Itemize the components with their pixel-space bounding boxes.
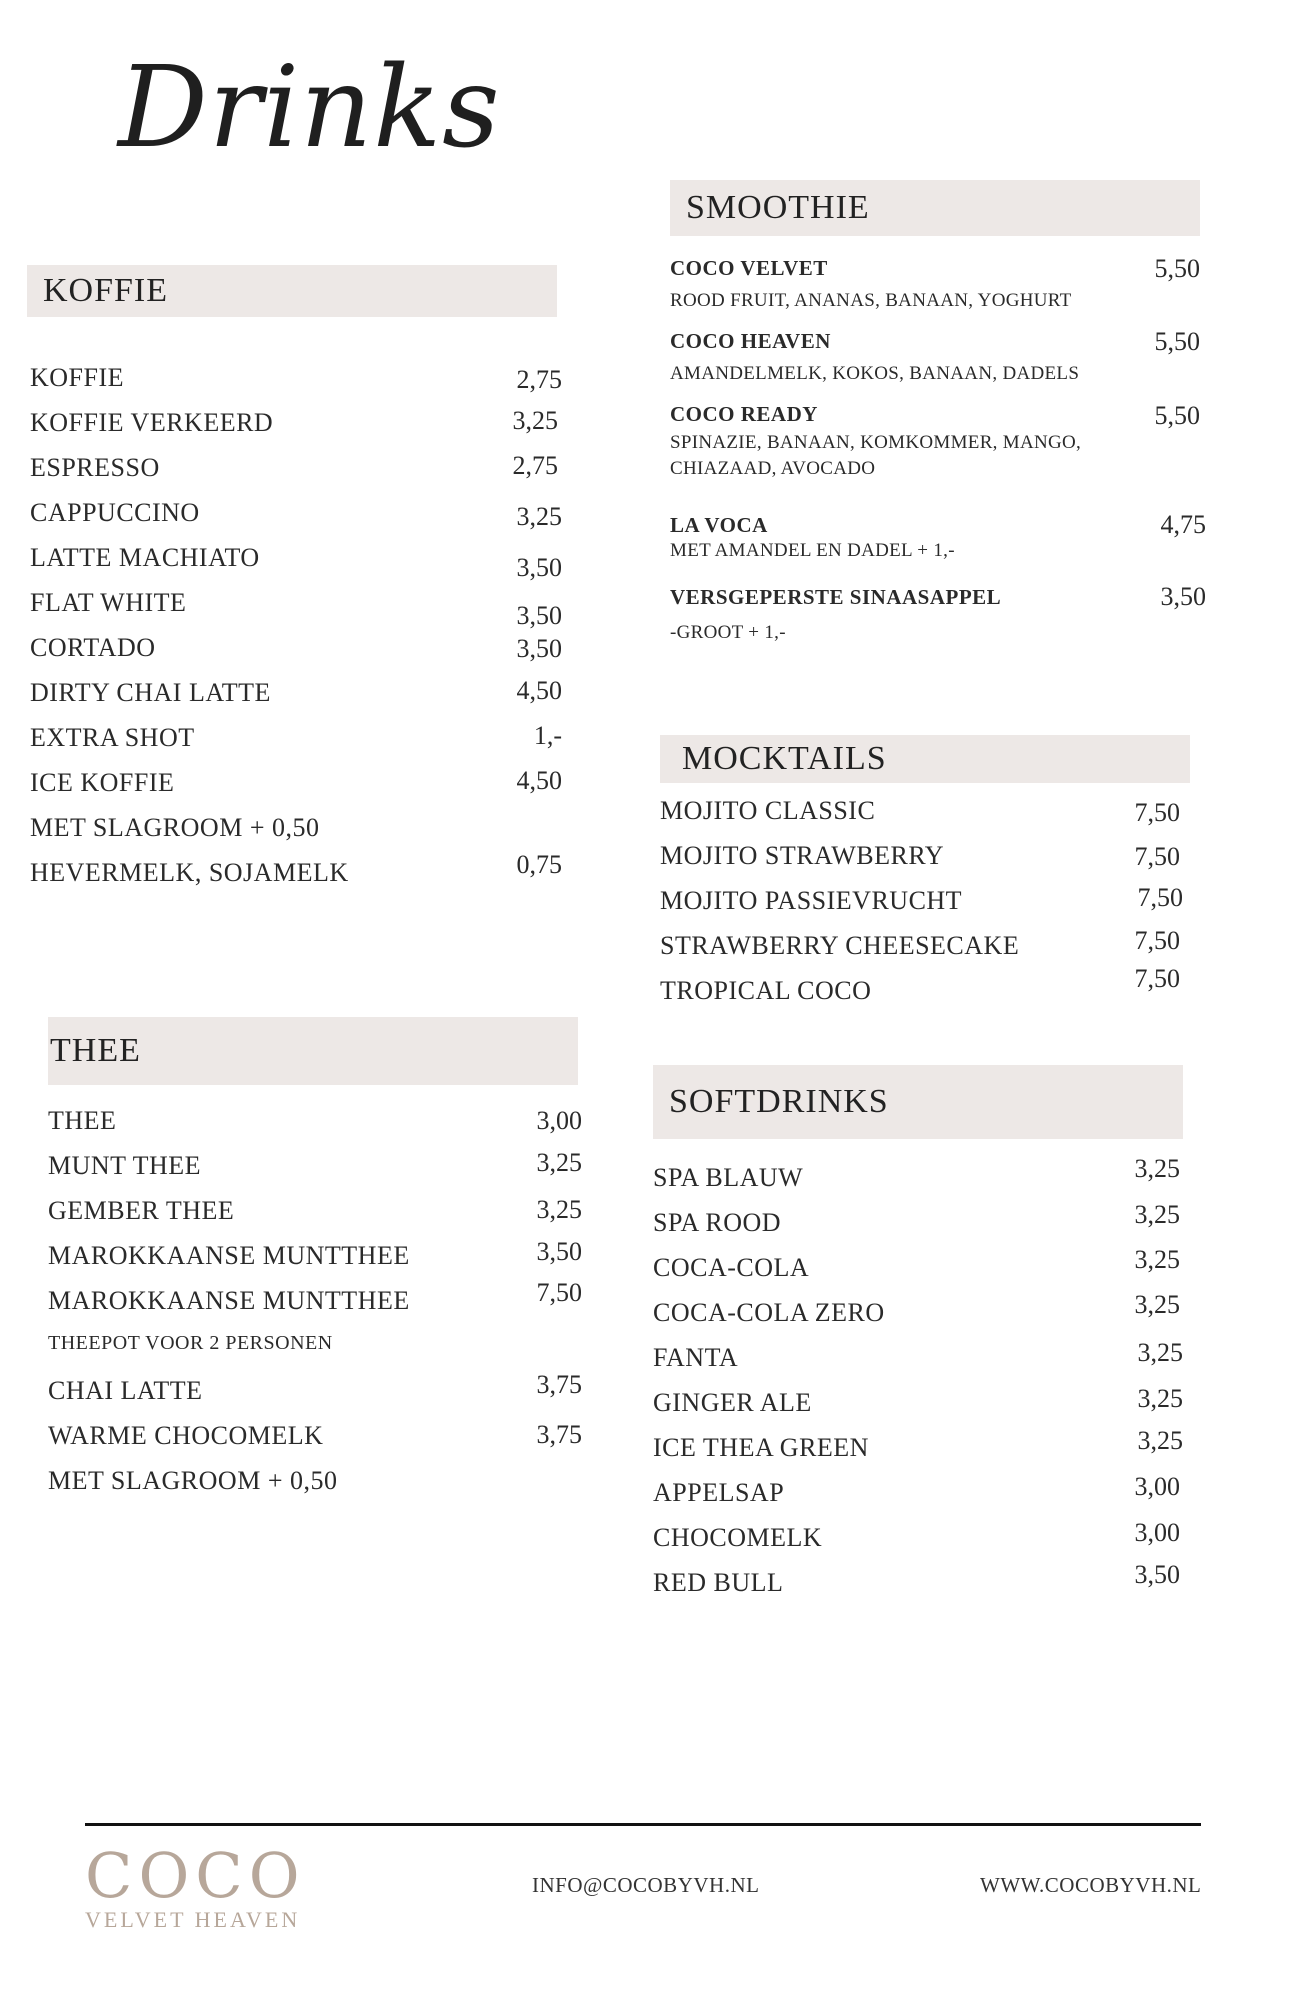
thee-item-name: GEMBER THEE xyxy=(48,1196,235,1225)
smoothie-item-price: 5,50 xyxy=(1154,254,1200,283)
thee-item-price: 3,00 xyxy=(536,1106,582,1135)
footer-divider xyxy=(85,1823,1201,1826)
thee-item-price: 3,25 xyxy=(536,1195,582,1224)
mocktail-item-price: 7,50 xyxy=(1137,883,1183,912)
koffie-item-price: 0,75 xyxy=(516,850,562,879)
smoothie-item-name: LA VOCA xyxy=(670,513,768,537)
thee-heading xyxy=(48,1017,578,1085)
smoothie-item-price: 5,50 xyxy=(1154,327,1200,356)
smoothie-item-desc: CHIAZAAD, AVOCADO xyxy=(670,458,876,479)
website-link[interactable]: WWW.COCOBYVH.NL xyxy=(980,1873,1202,1897)
smoothie-item-price: 5,50 xyxy=(1154,401,1200,430)
koffie-item-price: 2,75 xyxy=(516,365,562,394)
koffie-item-name: MET SLAGROOM + 0,50 xyxy=(30,813,320,842)
koffie-item-price: 3,25 xyxy=(516,502,562,531)
smoothie-item-name: COCO READY xyxy=(670,402,818,426)
mocktail-item-price: 7,50 xyxy=(1134,798,1180,827)
mocktails-heading-text: MOCKTAILS xyxy=(682,740,887,777)
koffie-item-price: 1,- xyxy=(533,721,562,750)
softdrink-item-price: 3,00 xyxy=(1134,1518,1180,1547)
mocktail-item-name: TROPICAL COCO xyxy=(660,976,872,1005)
mocktail-item-name: MOJITO CLASSIC xyxy=(660,796,876,825)
koffie-item-price: 3,25 xyxy=(512,406,558,435)
koffie-heading xyxy=(27,265,557,317)
koffie-item-price: 4,50 xyxy=(516,766,562,795)
koffie-item-name: HEVERMELK, SOJAMELK xyxy=(30,858,349,887)
smoothie-heading xyxy=(670,180,1200,236)
logo-wordmark: COCO xyxy=(85,1839,306,1912)
softdrink-item-name: SPA BLAUW xyxy=(653,1163,804,1192)
mocktail-item-price: 7,50 xyxy=(1134,926,1180,955)
smoothie-item-desc: ROOD FRUIT, ANANAS, BANAAN, YOGHURT xyxy=(670,290,1072,311)
page-title: Drinks xyxy=(118,43,501,173)
koffie-item-name: ICE KOFFIE xyxy=(30,768,175,797)
softdrink-item-name: RED BULL xyxy=(653,1568,784,1597)
mocktails-heading xyxy=(660,735,1190,783)
softdrink-item-name: COCA-COLA xyxy=(653,1253,810,1282)
softdrink-item-name: ICE THEA GREEN xyxy=(653,1433,869,1462)
softdrink-item-price: 3,50 xyxy=(1134,1560,1180,1589)
thee-item-price: 3,25 xyxy=(536,1148,582,1177)
softdrinks-heading-text: SOFTDRINKS xyxy=(669,1083,889,1120)
mocktail-item-name: STRAWBERRY CHEESECAKE xyxy=(660,931,1020,960)
thee-item-price: 3,50 xyxy=(536,1237,582,1266)
softdrink-item-price: 3,25 xyxy=(1134,1290,1180,1319)
koffie-item-name: CAPPUCCINO xyxy=(30,498,200,527)
koffie-item-name: KOFFIE xyxy=(30,363,125,392)
softdrink-item-name: CHOCOMELK xyxy=(653,1523,823,1552)
koffie-item-price: 3,50 xyxy=(516,601,562,630)
softdrink-item-price: 3,25 xyxy=(1134,1200,1180,1229)
smoothie-item-name: COCO VELVET xyxy=(670,256,828,280)
koffie-item-name: FLAT WHITE xyxy=(30,588,187,617)
thee-item-note: THEEPOT VOOR 2 PERSONEN xyxy=(48,1332,333,1354)
thee-item-name: THEE xyxy=(48,1106,117,1135)
thee-item-name: MAROKKAANSE MUNTTHEE xyxy=(48,1286,410,1315)
smoothie-item-desc: MET AMANDEL EN DADEL + 1,- xyxy=(670,540,955,561)
logo-tagline: VELVET HEAVEN xyxy=(85,1907,301,1932)
thee-item-name: CHAI LATTE xyxy=(48,1376,203,1405)
thee-heading-text: THEE xyxy=(50,1032,141,1069)
smoothie-item-desc: SPINAZIE, BANAAN, KOMKOMMER, MANGO, xyxy=(670,432,1082,453)
smoothie-item-name: COCO HEAVEN xyxy=(670,329,831,353)
softdrinks-heading xyxy=(653,1065,1183,1139)
smoothie-item-price: 3,50 xyxy=(1160,582,1206,611)
thee-item-name: WARME CHOCOMELK xyxy=(48,1421,324,1450)
koffie-item-name: EXTRA SHOT xyxy=(30,723,195,752)
brand-logo xyxy=(85,1839,306,1932)
koffie-item-price: 3,50 xyxy=(516,634,562,663)
koffie-heading-text: KOFFIE xyxy=(43,272,169,309)
softdrink-item-name: APPELSAP xyxy=(653,1478,785,1507)
smoothie-item-price: 4,75 xyxy=(1160,510,1206,539)
koffie-item-price: 2,75 xyxy=(512,451,558,480)
softdrink-item-price: 3,25 xyxy=(1134,1245,1180,1274)
mocktail-item-name: MOJITO PASSIEVRUCHT xyxy=(660,886,963,915)
koffie-item-price: 3,50 xyxy=(516,553,562,582)
koffie-item-price: 4,50 xyxy=(516,676,562,705)
thee-item-price: 3,75 xyxy=(536,1420,582,1449)
softdrink-item-price: 3,25 xyxy=(1134,1154,1180,1183)
koffie-item-name: ESPRESSO xyxy=(30,453,160,482)
softdrink-item-name: FANTA xyxy=(653,1343,739,1372)
koffie-item-name: LATTE MACHIATO xyxy=(30,543,260,572)
koffie-item-name: KOFFIE VERKEERD xyxy=(30,408,274,437)
smoothie-item-name: VERSGEPERSTE SINAASAPPEL xyxy=(670,585,1002,609)
softdrink-item-price: 3,25 xyxy=(1137,1338,1183,1367)
softdrink-item-name: GINGER ALE xyxy=(653,1388,812,1417)
smoothie-item-desc: -GROOT + 1,- xyxy=(670,622,786,643)
mocktail-item-price: 7,50 xyxy=(1134,842,1180,871)
thee-item-name: MAROKKAANSE MUNTTHEE xyxy=(48,1241,410,1270)
softdrink-item-name: SPA ROOD xyxy=(653,1208,782,1237)
thee-item-name: MET SLAGROOM + 0,50 xyxy=(48,1466,338,1495)
softdrink-item-price: 3,25 xyxy=(1137,1426,1183,1455)
softdrink-item-name: COCA-COLA ZERO xyxy=(653,1298,885,1327)
mocktail-item-name: MOJITO STRAWBERRY xyxy=(660,841,945,870)
thee-item-price: 7,50 xyxy=(536,1278,582,1307)
thee-item-name: MUNT THEE xyxy=(48,1151,202,1180)
softdrink-item-price: 3,25 xyxy=(1137,1384,1183,1413)
koffie-item-name: DIRTY CHAI LATTE xyxy=(30,678,271,707)
email-link[interactable]: INFO@COCOBYVH.NL xyxy=(532,1873,760,1897)
smoothie-item-desc: AMANDELMELK, KOKOS, BANAAN, DADELS xyxy=(670,363,1080,384)
smoothie-heading-text: SMOOTHIE xyxy=(686,189,870,226)
softdrink-item-price: 3,00 xyxy=(1134,1472,1180,1501)
koffie-item-name: CORTADO xyxy=(30,633,156,662)
thee-item-price: 3,75 xyxy=(536,1370,582,1399)
mocktail-item-price: 7,50 xyxy=(1134,964,1180,993)
